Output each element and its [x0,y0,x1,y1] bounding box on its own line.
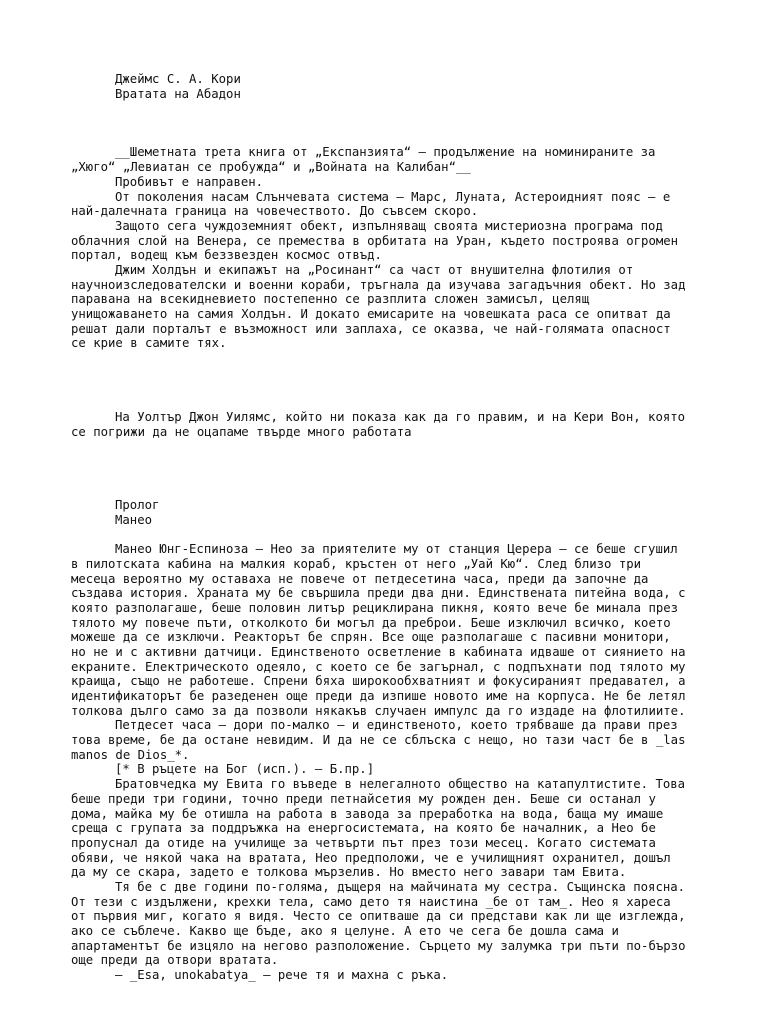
blurb-line: облачния слой на Венера, се премества в орбитата на Уран, където построява огромен [71,233,679,248]
body-line: Петдесет часа — дори по-малко — и единственото, което трябваше да прави през [115,718,678,733]
dedication-line: На Уолтър Джон Уилямс, който ни показа как да го правим, и на Кери Вон, която [115,409,686,424]
body-line: manos de Dios_*. [71,747,190,762]
body-line: краища, също не работеше. Спрени бяха широкообхватният и фокусираният предавател, а [71,674,686,689]
body-line: тялото му повече пъти, отколкото би могъл да преброи. Беше изключил всичко, което [71,615,671,630]
body-line: — _Esa, unokabatya_ — рече тя и махна с ръка. [115,968,449,983]
body-line: да му се скара, задето е толкова мързелив. Но вместо него завари там Евита. [71,865,627,880]
body-line: Манео Юнг-Еспиноза — Нео за приятелите му от станция Церера — се беше сгушил [115,542,678,557]
chapter-body [71,542,701,983]
footnote-line: [* В ръцете на Бог (исп.). — Б.пр.] [115,762,375,777]
author-name: Джеймс С. А. Кори [115,72,241,86]
body-line: това време, бе да остане невидим. И да не се сблъска с нещо, но тази част бе в _las [71,733,686,748]
body-line: пропуснал да отиде на училище за четвърти път през този месец. Когато системата [71,835,656,850]
body-line: месеца вероятно му оставаха не повече от петдесетина часа, преди да започне да [71,571,649,586]
dedication-section [71,410,701,439]
blurb-line: „Хюго“ „Левиатан се пробужда“ и „Войната на Калибан“__ [71,160,471,175]
chapter-subheading: Манео [115,512,153,527]
spacer [71,351,701,410]
blurb-line: Джим Холдън и екипажът на „Росинант“ са част от внушителна флотилия от [115,262,634,277]
blurb-section [71,145,701,351]
body-line: обяви, че някой чака на вратата, Нео предположи, че е училищният охранител, дошъл [71,850,671,865]
body-line: в пилотската кабина на малкия кораб, кръстен от него „Уай Кю“. След близо три [71,556,642,571]
body-line: среща с групата за поддръжка на енергосистемата, на която бе началник, а Нео бе [71,821,656,836]
body-line: Братовчедка му Евита го въведе в нелегалното общество на катапултистите. Това [115,777,686,792]
spacer [71,101,701,145]
body-line: дома, майка му бе отишла на работа в завода за преработка на вода, баща му имаше [71,806,664,821]
body-line: беше преди три години, точно преди петнайсетия му рожден ден. Беше си останал у [71,791,656,806]
body-line: От тези с издължени, крехки тела, само дето тя наистина _бе от там_. Нео я хареса [71,894,671,909]
document-page [71,72,701,983]
blurb-line: решат дали порталът е възможност или заплаха, се оказва, че най-голямата опасност [71,321,671,336]
body-line: апартаментът бе изцяло на негово разположение. Сърцето му залумка три пъти по-бързо [71,938,686,953]
body-line: ако се съблече. Какво ще бъде, ако я целуне. А ето че сега бе дошла сама и [71,924,619,938]
spacer [71,439,701,498]
blurb-line: научноизследователски и военни кораби, тръгнала да изучава загадъчния обект. Но зад [71,277,686,292]
body-line: но не и с активни датчици. Единственото осветление в кабината идваше от сиянието на [71,644,686,659]
book-title: Вратата на Абадон [115,86,241,101]
dedication-line: се погрижи да не оцапаме твърде много работата [71,424,412,439]
blurb-line: __Шеметната трета книга от „Експанзията“ — продължение на номинираните за [115,145,656,160]
body-line: Тя бе с две години по-голяма, дъщеря на майчината му сестра. Същинска поясна. [115,879,686,894]
body-line: която разполагаше, беше половин литър рециклирана пикня, която вече бе минала през [71,600,679,615]
body-line: екраните. Електрическото одеяло, с което се бе загърнал, с подпъхнати под тялото му [71,659,686,674]
spacer [71,527,701,542]
blurb-line: От поколения насам Слънчевата система — Марс, Луната, Астероидният пояс — е [115,189,671,204]
blurb-line: Пробивът е направен. [115,174,264,189]
blurb-line: Защото сега чуждоземният обект, изпълняващ своята мистериозна програма под [115,218,663,233]
body-line: толкова дълго само за да позволи някакъв случаен импулс да го издаде на флотилиите. [71,703,686,718]
blurb-line: паравана на всекидневието постепенно се разплита сложен замисъл, целящ [71,292,590,307]
blurb-line: се крие в самите тях. [71,336,227,351]
body-line: от първия миг, когато я видя. Често се опитваше да си представи как ли ще изглежда, [71,909,686,924]
blurb-line: унищожаването на самия Холдън. И докато емисарите на човешката раса се опитват да [71,307,671,322]
body-line: създава история. Храната му бе свършила преди два дни. Единствената питейна вода, с [71,586,686,601]
blurb-line: най-далечната граница на човечеството. До съвсем скоро. [71,204,479,219]
body-line: можеше да се изключи. Реакторът бе спрян. Все още разполагаше с пасивни монитори, [71,630,671,645]
body-line: идентификаторът бе разеденен още преди да изпише новото име на корпуса. Не бе летял [71,689,686,703]
body-line: още преди да отвори вратата. [71,953,279,968]
blurb-line: портал, водещ към беззвезден космос отвъд. [71,248,382,263]
prologue-heading: Пролог [115,498,160,513]
